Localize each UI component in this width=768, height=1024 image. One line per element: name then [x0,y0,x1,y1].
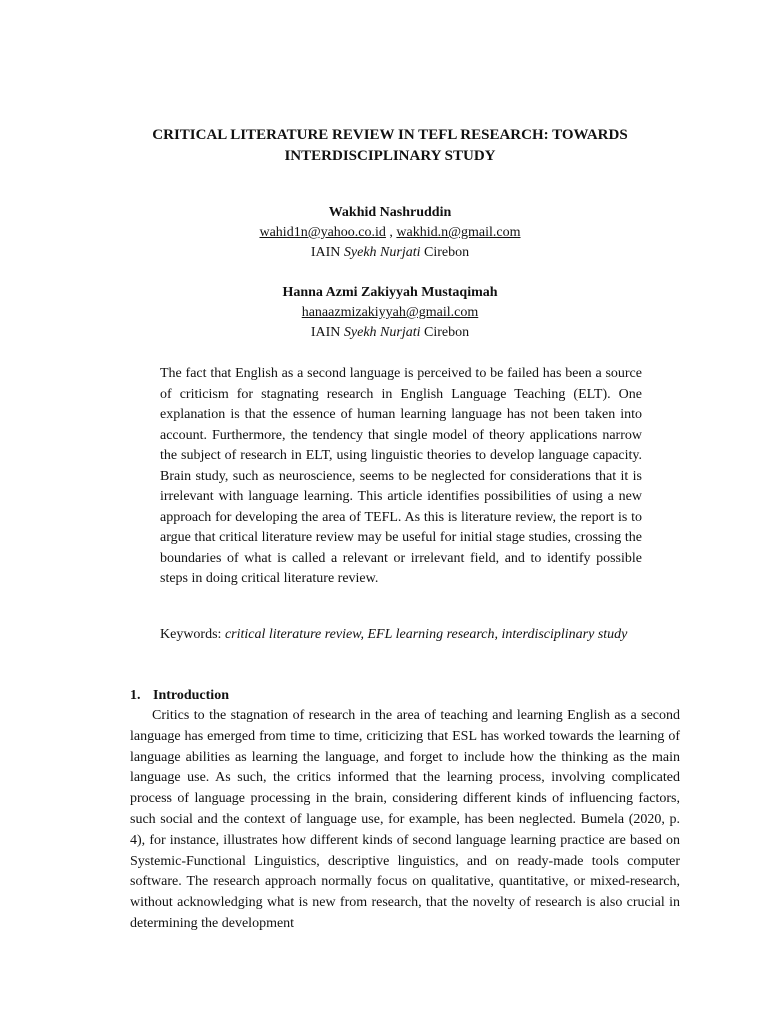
author-block-1 [130,203,650,263]
author-email-link[interactable]: wahid1n@yahoo.co.id [259,225,386,240]
affiliation-italic: Syekh Nurjati [343,245,421,260]
author-emails [130,303,650,323]
section-title: Introduction [153,688,229,703]
keywords [160,625,642,646]
title-line-1: CRITICAL LITERATURE REVIEW IN TEFL RESEARCH: TOWARDS [152,127,628,143]
author-affiliation: IAIN Syekh Nurjati Cirebon [310,245,470,260]
title-line-2: INTERDISCIPLINARY STUDY [284,148,496,164]
email-separator: , [385,225,397,240]
author-email-link[interactable]: wakhid.n@gmail.com [396,225,521,240]
paper-title [100,125,680,167]
keywords-label: Keywords: [160,627,225,642]
author-name: Wakhid Nashruddin [328,205,452,220]
section-number: 1. [130,688,141,703]
author-email-link[interactable]: hanaazmizakiyyah@gmail.com [301,305,479,320]
author-emails [130,223,650,243]
abstract: The fact that English as a second language is perceived to be failed has been a source of criticism for stagnating research in English Language Teaching (ELT). One explanation is that the essence of human learning language has not been taken into account. Furthermore, the tendency that single model of theory applications narrow the subject of research in ELT, using linguistic theories to develop language capacity. Brain study, such as neuroscience, seems to be neglected for considerations that it is irrelevant with language learning. This article identifies possibilities of using a new approach for developing the area of TEFL. As this is literature review, the report is to argue that critical literature review may be useful for initial stage studies, crossing the boundaries of what is called a relevant or irrelevant field, and to identify possible steps in doing critical literature review. [160,366,642,586]
affiliation-italic: Syekh Nurjati [343,325,421,340]
author-affiliation: IAIN Syekh Nurjati Cirebon [310,325,470,340]
keywords-text: critical literature review, EFL learning research, interdisciplinary study [224,627,628,642]
section-heading [130,686,229,706]
author-block-2 [130,283,650,343]
author-name: Hanna Azmi Zakiyyah Mustaqimah [282,285,498,300]
section-body-paragraph: Critics to the stagnation of research in the area of teaching and learning English as a second language has emerged from time to time, criticizing that ESL has worked towards the learning of language abilities as learning the language, and forget to include how the thinking as the main language use. As such, the critics informed that the learning process, involving complicated process of language processing in the brain, considering different kinds of influencing factors, such social and the context of language use, for example, has been neglected. Bumela (2020, p. 4), for instance, illustrates how different kinds of second language learning practice are based on Systemic-Functional Linguistics, descriptive linguistics, and on ready-made tools computer software. The research approach normally focus on qualitative, quantitative, or mixed-research, without acknowledging what is new from research, that the novelty of research is also crucial in determining the development [130,708,680,931]
